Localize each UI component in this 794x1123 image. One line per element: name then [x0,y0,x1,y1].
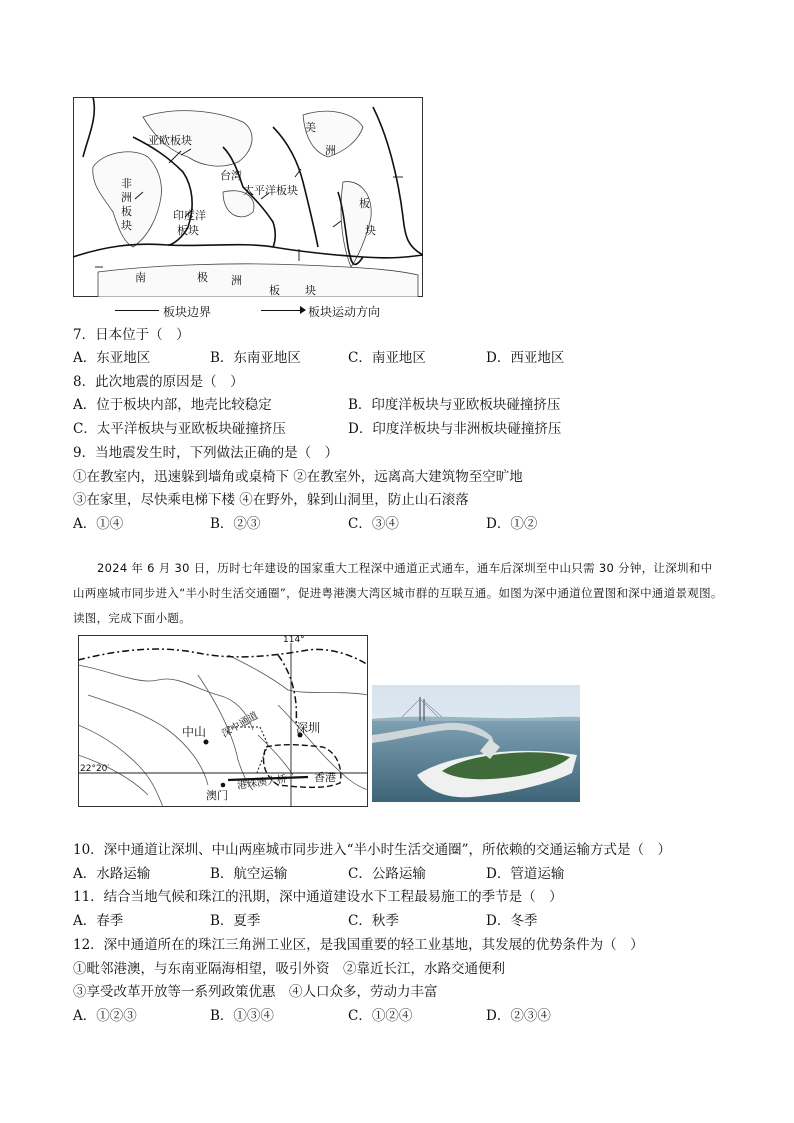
question-11-option-b[interactable]: B．夏季 [210,913,261,929]
question-12-option-b[interactable]: B．①③④ [210,1008,274,1024]
label-indian-1: 印度洋 [173,209,206,222]
question-7-option-a[interactable]: A．东亚地区 [73,350,151,366]
label-pacific: 太平洋板块 [243,184,298,197]
plate-map-legend [115,302,435,320]
question-10-option-a[interactable]: A．水路运输 [73,866,151,882]
label-right-ban: 板 [359,197,370,210]
label-africa-2: 洲 [121,191,132,204]
question-7-option-c[interactable]: C．南亚地区 [348,350,426,366]
question-9-option-c[interactable]: C．③④ [348,516,399,532]
label-africa-1: 非 [121,177,132,190]
landscape-photo [372,685,580,802]
question-11-option-c[interactable]: C．秋季 [348,913,399,929]
label-antarctic-nan: 南 [135,271,146,284]
question-10-option-b[interactable]: B．航空运输 [210,866,288,882]
question-10-option-c[interactable]: C．公路运输 [348,866,426,882]
label-antarctic-ban: 板 [269,284,280,297]
map-hongkong-label: 香港 [314,771,336,784]
legend-boundary-line [115,310,159,311]
question-7-option-d[interactable]: D．西亚地区 [486,350,565,366]
label-right-kuai: 块 [365,224,376,237]
landscape-photo-drawing [372,685,580,802]
map-zhongshan-label: 中山 [182,725,207,739]
map-shenzhong-label: 深中通道 [220,710,261,740]
question-11-stem: 11．结合当地气候和珠江的汛期，深中通道建设水下工程最易施工的季节是（ ） [73,889,563,905]
question-10-stem: 10．深中通道让深圳、中山两座城市同步进入“半小时生活交通圈”，所依赖的交通运输方式是（ ） [73,842,671,858]
question-8-option-a[interactable]: A．位于板块内部，地壳比较稳定 [73,397,272,413]
question-11-option-a[interactable]: A．春季 [73,913,124,929]
question-9-line-2: ③在家里，尽快乘电梯下楼 ④在野外，躲到山洞里，防止山石滚落 [73,492,469,508]
map-macao-label: 澳门 [206,789,228,802]
question-7-stem: 7．日本位于（ ） [73,327,190,343]
label-antarctic-kuai: 块 [305,284,316,297]
label-antarctic-zhou: 洲 [231,274,242,287]
label-america-2: 洲 [325,144,336,157]
label-indian-2: 板块 [177,224,199,237]
question-12-line-2: ③享受改革开放等一系列政策优惠 ④人口众多，劳动力丰富 [73,984,438,1000]
question-10-option-d[interactable]: D．管道运输 [486,866,565,882]
question-12-option-a[interactable]: A．①②③ [73,1008,137,1024]
question-12-option-d[interactable]: D．②③④ [486,1008,551,1024]
legend-arrow-line [261,310,303,311]
question-12-line-1: ①毗邻港澳，与东南亚隔海相望，吸引外资 ②靠近长江，水路交通便利 [73,961,505,977]
question-7-option-b[interactable]: B．东南亚地区 [210,350,301,366]
label-taiwan: 台湾 [220,169,242,182]
passage-text: 2024 年 6 月 30 日，历时七年建设的国家重大工程深中通道正式通车，通车后深圳至中山只需 30 分钟，让深圳和中山两座城市同步进入“半小时生活交通圈”，促进粤港澳大湾区城市群的互联互通。如图为深中通道位置图和深中通道景观图。读图，完成下面小题。 [73,561,723,625]
label-eurasia: 亚欧板块 [148,134,192,147]
question-9-line-1: ①在教室内，迅速躲到墙角或桌椅下 ②在教室外，远离高大建筑物至空旷地 [73,469,523,485]
label-antarctic-ji: 极 [197,271,208,284]
question-9-option-a[interactable]: A．①④ [73,516,124,532]
map-hzm-label: 港珠澳大桥 [236,774,288,792]
legend-arrow-head [300,306,306,314]
map-lon-label: 114° [283,635,305,645]
question-9-option-b[interactable]: B．②③ [210,516,261,532]
label-africa-3: 板 [121,205,132,218]
question-9-option-d[interactable]: D．①② [486,516,538,532]
question-9-stem: 9．当地震发生时，下列做法正确的是（ ） [73,445,339,461]
label-america-1: 美 [305,121,316,134]
question-12-stem: 12．深中通道所在的珠江三角洲工业区，是我国重要的轻工业基地，其发展的优势条件为（ ） [73,937,644,953]
question-8-option-d[interactable]: D．印度洋板块与非洲板块碰撞挤压 [348,421,562,437]
map-shenzhen-label: 深圳 [296,721,321,735]
legend-boundary-label: 板块边界 [163,305,212,319]
label-africa-4: 块 [121,219,132,232]
question-8-option-c[interactable]: C．太平洋板块与亚欧板块碰撞挤压 [73,421,286,437]
question-11-option-d[interactable]: D．冬季 [486,913,538,929]
plate-map [73,97,423,297]
legend-motion-label: 板块运动方向 [308,305,381,319]
question-8-stem: 8．此次地震的原因是（ ） [73,374,244,390]
map-lat-label: 22°20′ [80,764,110,774]
question-12-option-c[interactable]: C．①②④ [348,1008,413,1024]
location-map [78,635,368,807]
question-8-option-b[interactable]: B．印度洋板块与亚欧板块碰撞挤压 [348,397,561,413]
